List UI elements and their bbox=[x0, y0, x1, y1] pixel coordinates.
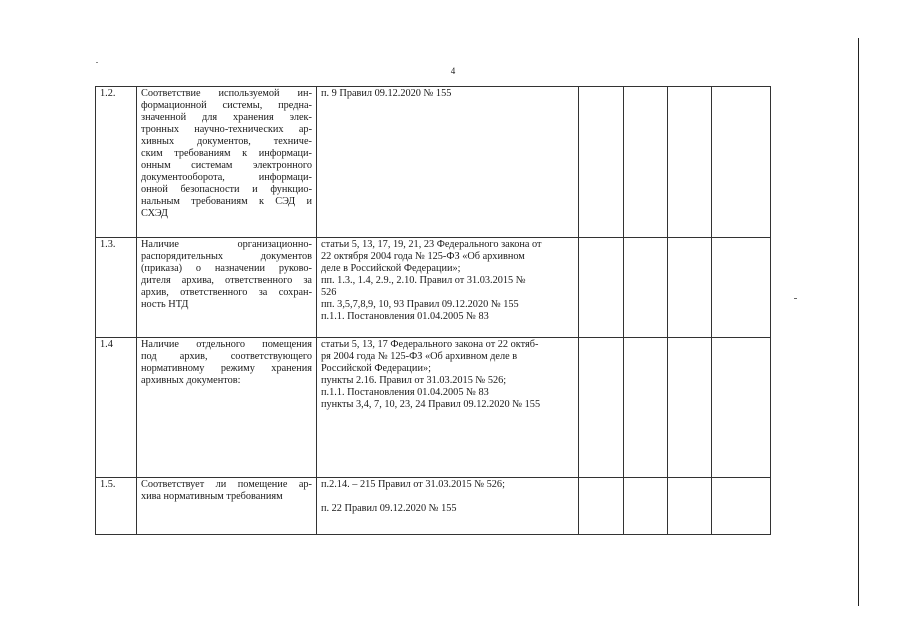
reference-line: 22 октября 2004 года № 125-ФЗ «Об архивном bbox=[321, 251, 525, 262]
empty-mark-cell bbox=[712, 87, 771, 238]
table-row bbox=[96, 478, 771, 535]
description-line: под архив, соответствующего bbox=[141, 351, 312, 362]
empty-mark-cell bbox=[712, 478, 771, 535]
requirement-description bbox=[137, 87, 317, 238]
description-line: архив, ответственного за сохран- bbox=[141, 287, 312, 298]
legal-reference bbox=[317, 238, 579, 338]
requirement-description bbox=[137, 238, 317, 338]
reference-line: Российской Федерации»; bbox=[321, 363, 431, 374]
description-line: архивных документов: bbox=[141, 375, 241, 386]
legal-reference bbox=[317, 338, 579, 478]
description-line: документооборота, информаци- bbox=[141, 172, 312, 183]
empty-mark-cell bbox=[624, 338, 668, 478]
reference-line: пп. 3,5,7,8,9, 10, 93 Правил 09.12.2020 № 155 bbox=[321, 299, 519, 310]
empty-mark-cell bbox=[624, 87, 668, 238]
empty-mark-cell bbox=[579, 338, 624, 478]
reference-line: ря 2004 года № 125-ФЗ «Об архивном деле в bbox=[321, 351, 518, 362]
description-line: (приказа) о назначении руково- bbox=[141, 263, 312, 274]
reference-line: п. 22 Правил 09.12.2020 № 155 bbox=[321, 503, 457, 514]
description-line: формационной системы, предна- bbox=[141, 100, 312, 111]
reference-line: 526 bbox=[321, 287, 337, 298]
row-number: 1.3. bbox=[96, 238, 137, 338]
table-row bbox=[96, 87, 771, 238]
description-line: Наличие отдельного помещения bbox=[141, 339, 312, 350]
description-line: СХЭД bbox=[141, 208, 168, 219]
empty-mark-cell bbox=[579, 478, 624, 535]
empty-mark-cell bbox=[668, 87, 712, 238]
reference-line: п.1.1. Постановления 01.04.2005 № 83 bbox=[321, 311, 489, 322]
row-number: 1.4 bbox=[96, 338, 137, 478]
reference-line: статьи 5, 13, 17, 19, 21, 23 Федерального закона от bbox=[321, 239, 542, 250]
description-line: Соответствует ли помещение ар- bbox=[141, 479, 312, 490]
description-line: нормативному режиму хранения bbox=[141, 363, 312, 374]
reference-line: п. 9 Правил 09.12.2020 № 155 bbox=[321, 88, 452, 99]
legal-reference bbox=[317, 87, 579, 238]
empty-mark-cell bbox=[712, 238, 771, 338]
description-line: хива нормативным требованиям bbox=[141, 491, 283, 502]
description-line: дителя архива, ответственного за bbox=[141, 275, 312, 286]
description-line: хивных документов, техниче- bbox=[141, 136, 312, 147]
description-line: значенной для хранения элек- bbox=[141, 112, 312, 123]
scan-mark bbox=[96, 62, 98, 63]
description-line: ность НТД bbox=[141, 299, 189, 310]
reference-line: п.1.1. Постановления 01.04.2005 № 83 bbox=[321, 387, 489, 398]
description-line: Соответствие используемой ин- bbox=[141, 88, 312, 99]
reference-line bbox=[321, 491, 574, 503]
empty-mark-cell bbox=[712, 338, 771, 478]
empty-mark-cell bbox=[668, 338, 712, 478]
empty-mark-cell bbox=[668, 238, 712, 338]
reference-line: п.2.14. – 215 Правил от 31.03.2015 № 526; bbox=[321, 479, 505, 490]
description-line: тронных научно-технических ар- bbox=[141, 124, 312, 135]
reference-line: деле в Российской Федерации»; bbox=[321, 263, 461, 274]
description-line: нальным требованиям к СЭД и bbox=[141, 196, 312, 207]
page-edge-rule bbox=[858, 38, 859, 606]
description-line: онным системам электронного bbox=[141, 160, 312, 171]
row-number: 1.2. bbox=[96, 87, 137, 238]
requirement-description bbox=[137, 338, 317, 478]
reference-line: статьи 5, 13, 17 Федерального закона от 22 октяб- bbox=[321, 339, 539, 350]
reference-line: пункты 3,4, 7, 10, 23, 24 Правил 09.12.2020 № 155 bbox=[321, 399, 541, 410]
table-row bbox=[96, 238, 771, 338]
description-line: Наличие организационно- bbox=[141, 239, 312, 250]
scan-mark bbox=[794, 298, 797, 299]
description-line: распорядительных документов bbox=[141, 251, 312, 262]
description-line: онной безопасности и функцио- bbox=[141, 184, 312, 195]
checklist-table bbox=[95, 86, 771, 535]
reference-line: пп. 1.3., 1.4, 2.9., 2.10. Правил от 31.03.2015 № bbox=[321, 275, 526, 286]
empty-mark-cell bbox=[624, 238, 668, 338]
requirement-description bbox=[137, 478, 317, 535]
legal-reference bbox=[317, 478, 579, 535]
page-number: 4 bbox=[450, 66, 456, 76]
row-number: 1.5. bbox=[96, 478, 137, 535]
empty-mark-cell bbox=[579, 87, 624, 238]
table-row bbox=[96, 338, 771, 478]
empty-mark-cell bbox=[579, 238, 624, 338]
empty-mark-cell bbox=[624, 478, 668, 535]
empty-mark-cell bbox=[668, 478, 712, 535]
description-line: ским требованиям к информаци- bbox=[141, 148, 312, 159]
reference-line: пункты 2.16. Правил от 31.03.2015 № 526; bbox=[321, 375, 507, 386]
